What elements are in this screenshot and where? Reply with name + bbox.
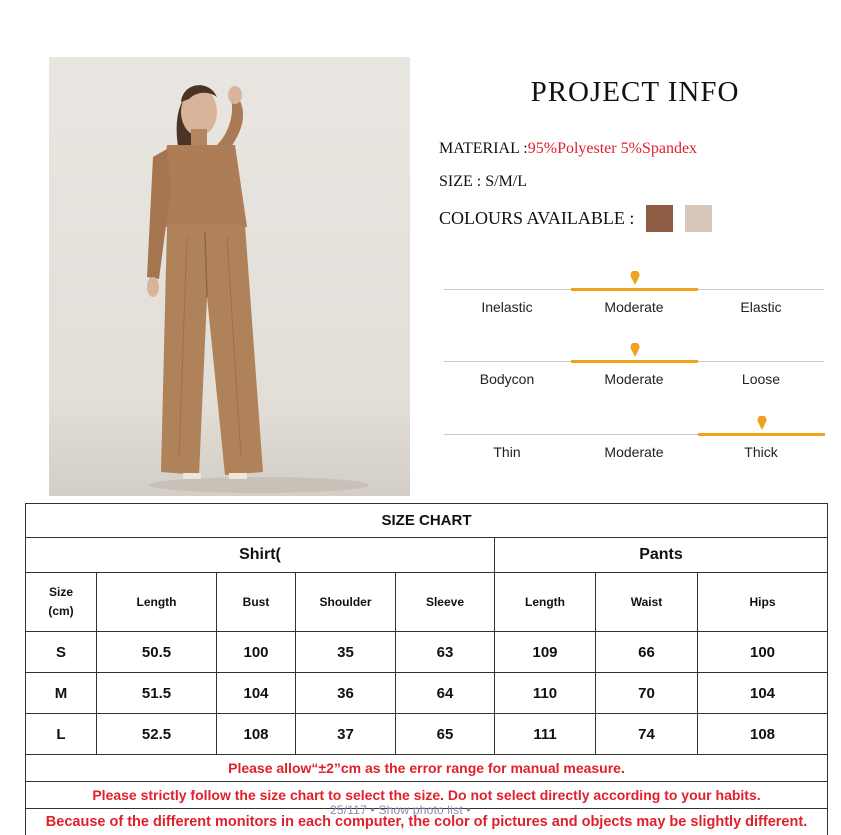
table-row <box>26 632 828 673</box>
material-line <box>439 140 697 158</box>
size-chart-table <box>25 503 828 835</box>
pants-group-header: Pants <box>495 538 828 573</box>
colour-swatch-beige[interactable] <box>685 205 712 232</box>
project-info-title: PROJECT INFO <box>530 76 740 108</box>
value-cell: 104 <box>217 673 296 714</box>
scale-marker-icon <box>630 343 640 357</box>
column-header: Bust <box>217 573 296 632</box>
column-header: Shoulder <box>296 573 396 632</box>
value-cell: 50.5 <box>97 632 217 673</box>
elasticity-scale <box>444 289 824 329</box>
value-cell: 70 <box>596 673 698 714</box>
value-cell: 35 <box>296 632 396 673</box>
model-illustration <box>49 57 410 496</box>
thickness-scale <box>444 434 824 474</box>
value-cell: 63 <box>396 632 495 673</box>
colour-swatch-brown[interactable] <box>646 205 673 232</box>
size-cell: M <box>26 673 97 714</box>
scale-label-right: Thick <box>744 444 778 460</box>
column-header: Sleeve <box>396 573 495 632</box>
size-line: SIZE : S/M/L <box>439 173 528 190</box>
table-row <box>26 673 828 714</box>
photo-list-caption[interactable]: 25/117 • Show photo list • <box>330 803 471 817</box>
scale-selected-bar <box>571 360 698 363</box>
value-cell: 100 <box>698 632 828 673</box>
note-follow-size-chart: Please strictly follow the size chart to select the size. Do not select directly according to your habits. <box>26 782 828 809</box>
value-cell: 100 <box>217 632 296 673</box>
value-cell: 66 <box>596 632 698 673</box>
scale-selected-bar <box>571 288 698 291</box>
value-cell: 37 <box>296 714 396 755</box>
size-chart-title: SIZE CHART <box>26 504 828 538</box>
shirt-group-header: Shirt( <box>26 538 495 573</box>
value-cell: 104 <box>698 673 828 714</box>
value-cell: 110 <box>495 673 596 714</box>
product-photo <box>49 57 410 496</box>
column-header: Length <box>97 573 217 632</box>
value-cell: 65 <box>396 714 495 755</box>
scale-label-left: Bodycon <box>479 371 535 387</box>
column-header: Hips <box>698 573 828 632</box>
column-header: Waist <box>596 573 698 632</box>
scale-label-middle: Moderate <box>604 444 664 460</box>
value-cell: 108 <box>698 714 828 755</box>
value-cell: 51.5 <box>97 673 217 714</box>
value-cell: 108 <box>217 714 296 755</box>
value-cell: 64 <box>396 673 495 714</box>
scale-label-left: Thin <box>493 444 521 460</box>
size-cell: L <box>26 714 97 755</box>
scale-label-middle: Moderate <box>604 299 664 315</box>
scale-label-middle: Moderate <box>604 371 664 387</box>
material-value: 95%Polyester 5%Spandex <box>527 140 698 157</box>
note-color-difference: Because of the different monitors in each computer, the color of pictures and objects may be slightly different. <box>26 809 828 835</box>
scale-label-left: Inelastic <box>481 299 533 315</box>
fit-scale <box>444 361 824 401</box>
scale-marker-icon <box>630 271 640 285</box>
value-cell: 52.5 <box>97 714 217 755</box>
value-cell: 109 <box>495 632 596 673</box>
value-cell: 111 <box>495 714 596 755</box>
size-cell: S <box>26 632 97 673</box>
column-header: Length <box>495 573 596 632</box>
value-cell: 74 <box>596 714 698 755</box>
scale-label-right: Loose <box>741 371 781 387</box>
table-row <box>26 714 828 755</box>
scale-marker-icon <box>757 416 767 430</box>
scale-label-right: Elastic <box>740 299 782 315</box>
note-error-range: Please allow“±2”cm as the error range for manual measure. <box>26 755 828 782</box>
colours-label: COLOURS AVAILABLE : <box>439 208 635 228</box>
value-cell: 36 <box>296 673 396 714</box>
material-label: MATERIAL : <box>439 140 528 157</box>
column-header-row <box>26 573 828 632</box>
colours-line <box>439 205 712 232</box>
scale-selected-bar <box>698 433 825 436</box>
size-column-header: Size (cm) <box>26 573 97 632</box>
